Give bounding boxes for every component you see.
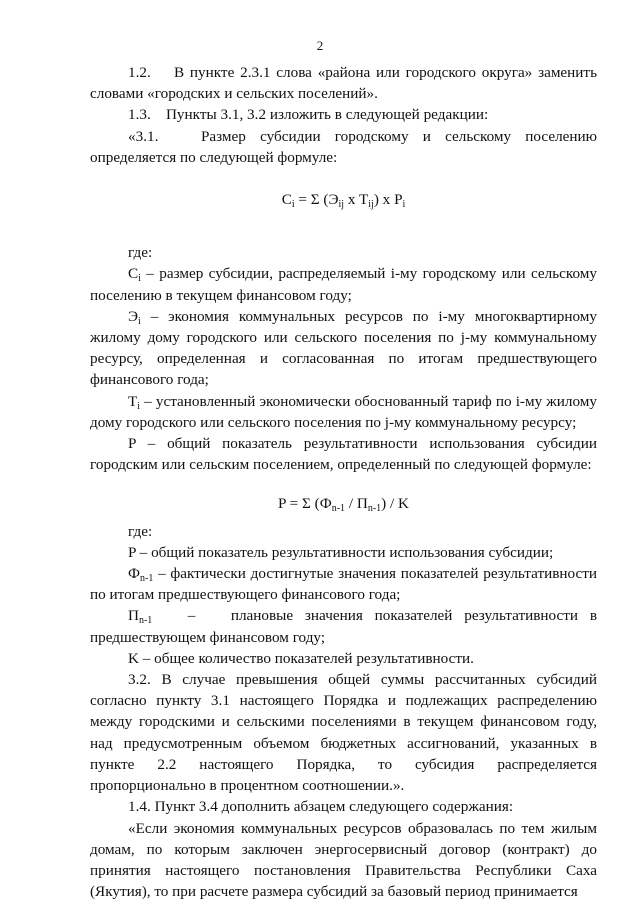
symbol-sub: i [138, 273, 141, 285]
symbol: Ф [128, 565, 140, 583]
formula-sub: ij [368, 199, 374, 211]
formula-sub: n-1 [331, 503, 346, 515]
document-body [90, 0, 597, 902]
formula-sub: ij [338, 199, 345, 211]
paragraph-1-4: 1.4. Пункт 3.4 дополнить абзацем следующего содержания: [128, 798, 514, 816]
symbol: Э [128, 307, 139, 325]
definition-text: – размер субсидии, распределяемый i-му городскому или сельскому поселению в текущем финансовом году; [90, 265, 597, 304]
definition-text: – установленный экономически обоснованный тариф по i-му жилому дому городского или сельского поселения по j-му коммунальному ресурсу; [90, 392, 597, 431]
symbol-sub: n-1 [138, 615, 153, 627]
definition-text: – экономия коммунальных ресурсов по i-му многоквартирному жилому дому городского или сельского поселения по j-му коммунальному ресурсу, определенная и согласованная по итогам предшествующего финансового года; [90, 307, 597, 389]
paragraph-3-1: «3.1. Размер субсидии городскому и сельскому поселению определяется по следующей формуле: [90, 127, 597, 166]
paragraph-1-3: 1.3. Пункты 3.1, 3.2 изложить в следующей редакции: [128, 106, 489, 124]
formula-sub: i [291, 199, 295, 211]
formula-subsidy [90, 189, 597, 210]
where-label-1: где: [128, 244, 153, 262]
symbol-sub: i [137, 400, 141, 412]
symbol-sub: n-1 [140, 573, 154, 585]
formula-part: = Σ (Э [294, 191, 339, 209]
definition-f [90, 563, 597, 605]
paragraph-last: «Если экономия коммунальных ресурсов образовалась по тем жилым домам, по которым заключен энергосервисный договор (контракт) до принятия настоящего постановления Правительства Республики Саха (Якутия), то при расчете размера субсидий за базовый период принимается [90, 819, 597, 901]
formula-part: ) x P [373, 191, 403, 209]
paragraph-1-2: 1.2. В пункте 2.3.1 слова «района или городского округа» заменить словами «городских и сельских поселений». [90, 64, 597, 103]
definition-t [90, 391, 597, 433]
formula-part: ) / K [381, 495, 410, 513]
definition-k: K – общее количество показателей результативности. [128, 649, 474, 667]
formula-part: / П [345, 495, 368, 513]
symbol: П [128, 607, 139, 625]
definition-text: – фактически достигнутые значения показателей результативности по итогам предшествующего финансового года; [90, 565, 597, 604]
formula-performance [90, 493, 597, 514]
definition-p2: P – общий показатель результативности использования субсидии; [128, 543, 554, 561]
definition-pl [90, 605, 597, 647]
definition-c [90, 263, 597, 305]
where-label-2: где: [128, 522, 153, 540]
paragraph-3-2: 3.2. В случае превышения общей суммы рассчитанных субсидий согласно пункту 3.1 настоящего Порядка и подлежащих распределению между городскими и сельскими поселениями в текущем финансовом году, над предусмотренным объемом бюджетных ассигнований, указанных в пункте 2.2 настоящего Порядка, то субсидия распределяется пропорционально в процентном соотношении.». [90, 671, 597, 795]
formula-sub: i [402, 199, 406, 211]
formula-sub: n-1 [367, 503, 382, 515]
symbol-sub: i [138, 315, 141, 327]
formula-part: P = Σ (Ф [277, 495, 332, 513]
definition-text: – плановые значения показателей результативности в предшествующем финансовом году; [90, 607, 597, 646]
formula-part: C [281, 191, 292, 209]
symbol: C [128, 265, 139, 283]
definition-p: P – общий показатель результативности использования субсидии городским или сельским поселением, определенный по следующей формуле: [90, 435, 597, 474]
formula-part: x T [344, 191, 369, 209]
definition-e [90, 306, 597, 391]
page-number: 2 [316, 38, 324, 53]
symbol: T [128, 392, 138, 410]
